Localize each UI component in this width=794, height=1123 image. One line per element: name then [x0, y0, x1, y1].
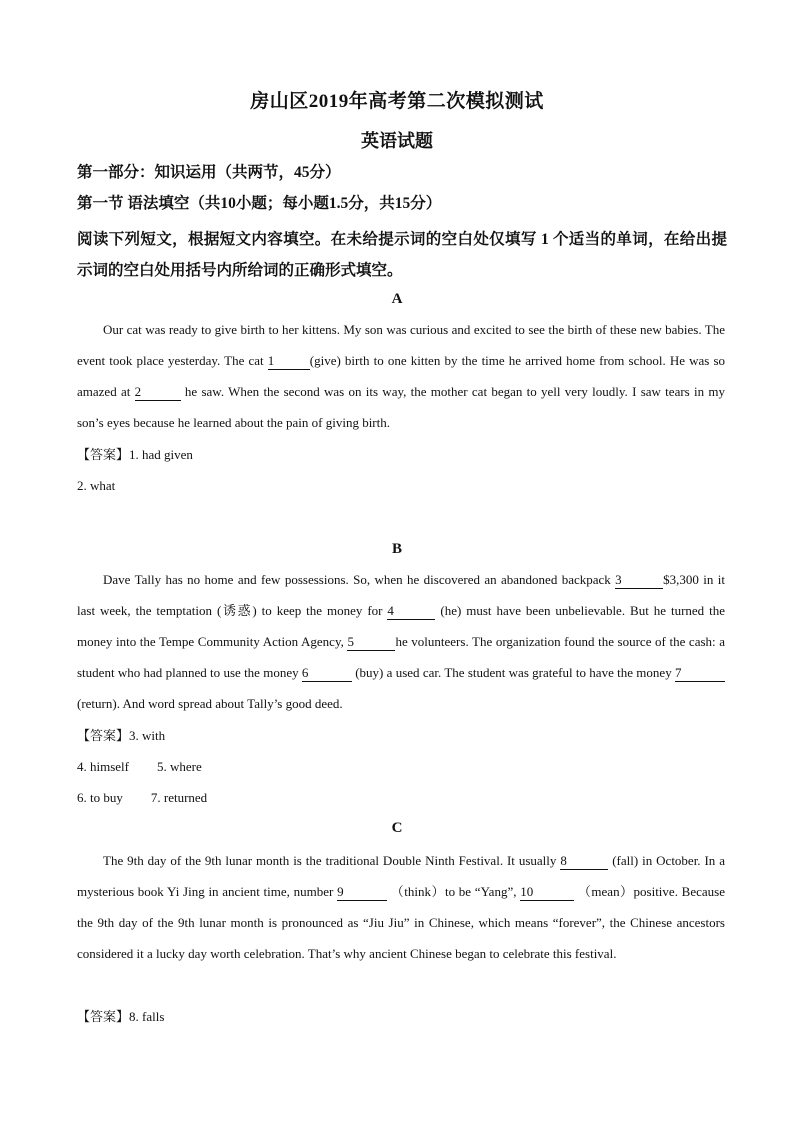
- blank-9: 9: [337, 885, 387, 901]
- answer-a-line-2: [77, 476, 115, 496]
- passage-b-text-1: Dave Tally has no home and few possessions. So, when he discovered an abandoned backpack: [103, 572, 616, 587]
- answer-tag: 【答案】: [77, 1009, 130, 1024]
- passage-b-text-3: (he) must have been unbelievable. But he turned the money into the Tempe Community Action Agency,: [77, 603, 725, 649]
- blank-8: 8: [560, 854, 608, 870]
- passage-c-text-4: （mean）positive. Because the 9th day of the 9th lunar month is pronounced as “Jiu Jiu” in Chinese, which means “forever”, the Chinese ancestors considered it a lucky day worth celebration. That’s why ancient Chinese began to celebrate this festival.: [77, 884, 725, 961]
- answer-item: 4. himself: [77, 759, 129, 774]
- passage-b-text-5: (buy) a used car. The student was grateful to have the money: [351, 665, 675, 680]
- section-b-letter: B: [391, 541, 402, 557]
- blank-10: 10: [520, 885, 574, 901]
- answer-item: 8. falls: [129, 1009, 165, 1024]
- passage-c-text-3: （think）to be “Yang”,: [387, 884, 521, 899]
- blank-7: 7: [675, 666, 725, 682]
- answer-item: 2. what: [77, 478, 116, 493]
- answer-item: 3. with: [129, 728, 166, 743]
- section-a-letter: A: [391, 291, 403, 307]
- passage-a-text-3: he saw. When the second was on its way, the mother cat began to yell very loudly. I saw tears in my son’s eyes because he learned about the pain of giving birth.: [77, 384, 725, 430]
- answer-b-line-2: [77, 757, 202, 777]
- part-heading: 第一部分：知识运用（共两节，45分）: [77, 164, 341, 181]
- passage-a: [77, 314, 725, 438]
- section-heading: 第一节 语法填空（共10小题；每小题1.5分，共15分）: [77, 195, 442, 212]
- answer-tag: 【答案】: [77, 447, 130, 462]
- answer-item: 5. where: [157, 759, 202, 774]
- blank-2: 2: [135, 385, 181, 401]
- page-subtitle: 英语试题: [361, 131, 433, 151]
- page-title: 房山区2019年高考第二次模拟测试: [250, 91, 544, 112]
- blank-1: 1: [268, 354, 310, 370]
- answer-b-line-3: [77, 788, 207, 808]
- passage-b: [77, 564, 725, 719]
- passage-b-text-6: (return). And word spread about Tally’s good deed.: [77, 696, 343, 711]
- passage-c-text-1: The 9th day of the 9th lunar month is the traditional Double Ninth Festival. It usually: [103, 853, 561, 868]
- passage-c-text-2: (fall) in October. In a mysterious book Yi Jing in ancient time, number: [77, 853, 725, 899]
- answer-c-line-1: [77, 1007, 164, 1027]
- answer-b-line-1: [77, 726, 165, 746]
- passage-b-text-2: $3,300 in it last week, the temptation (诱惑) to keep the money for: [77, 572, 725, 618]
- passage-c: [77, 845, 725, 969]
- section-c-letter: C: [391, 820, 403, 836]
- passage-b-text-4: he volunteers. The organization found the source of the cash: a student who had planned to use the money: [77, 634, 726, 680]
- passage-a-text-2: (give) birth to one kitten by the time he arrived home from school. He was so amazed at: [77, 353, 725, 399]
- answer-item: 7. returned: [150, 790, 208, 805]
- blank-5: 5: [347, 635, 395, 651]
- blank-4: 4: [387, 604, 435, 620]
- answer-tag: 【答案】: [77, 728, 130, 743]
- answer-item: 6. to buy: [77, 790, 123, 805]
- answer-item: 1. had given: [129, 447, 193, 462]
- instructions: 阅读下列短文，根据短文内容填空。在未给提示词的空白处仅填写 1 个适当的单词，在给出提示词的空白处用括号内所给词的正确形式填空。: [77, 231, 727, 279]
- answer-a-line-1: [77, 445, 193, 465]
- passage-a-text-1: Our cat was ready to give birth to her kittens. My son was curious and excited to see the birth of these new babies. The event took place yesterday. The cat: [77, 322, 725, 368]
- blank-6: 6: [302, 666, 352, 682]
- blank-3: 3: [615, 573, 663, 589]
